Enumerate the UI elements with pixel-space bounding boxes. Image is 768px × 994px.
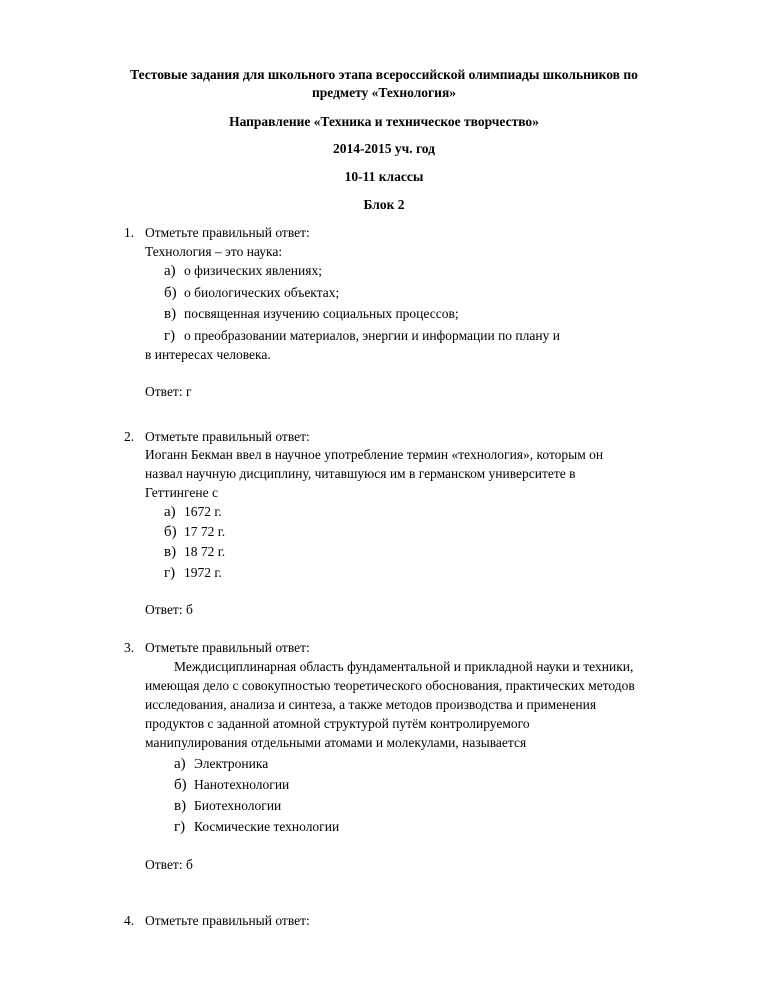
- option-text: посвященная изучению социальных процессов;: [184, 306, 459, 321]
- answer-option: [174, 755, 268, 773]
- answer-key: Ответ: г: [145, 384, 192, 399]
- question-prompt: Отметьте правильный ответ:: [145, 225, 310, 240]
- option-letter: г): [164, 565, 176, 581]
- option-letter: а): [164, 504, 176, 520]
- answer-option: [174, 818, 339, 836]
- year-heading: 2014-2015 уч. год: [333, 141, 435, 156]
- option-text: 1672 г.: [184, 504, 222, 519]
- question-number: 4.: [124, 913, 135, 928]
- answer-key: Ответ: б: [145, 857, 193, 872]
- question-text: имеющая дело с совокупностью теоретического обоснования, практических методов: [145, 678, 635, 693]
- option-text: о преобразовании материалов, энергии и информации по плану и: [184, 328, 560, 343]
- answer-option: [164, 262, 322, 280]
- answer-option: [164, 327, 560, 345]
- option-text: о биологических объектах;: [184, 285, 340, 300]
- question-number: 3.: [124, 640, 135, 655]
- option-letter: в): [164, 544, 177, 560]
- option-text: 18 72 г.: [184, 544, 226, 559]
- grades-heading: 10-11 классы: [344, 169, 424, 184]
- question-number: 2.: [124, 429, 135, 444]
- question-prompt: Отметьте правильный ответ:: [145, 429, 310, 444]
- question-prompt: Отметьте правильный ответ:: [145, 913, 310, 928]
- option-text: 17 72 г.: [184, 524, 226, 539]
- option-text: Нанотехнологии: [194, 777, 290, 792]
- answer-option: [164, 503, 222, 521]
- answer-option: [174, 776, 289, 794]
- option-letter: б): [174, 777, 187, 793]
- question-text: Междисциплинарная область фундаментальной и прикладной науки и техники,: [174, 659, 634, 674]
- answer-option: [174, 797, 281, 815]
- direction-heading: Направление «Техника и техническое творчество»: [229, 114, 539, 129]
- option-text: Биотехнологии: [194, 798, 282, 813]
- title-line-2: предмету «Технология»: [311, 85, 457, 100]
- option-letter: в): [164, 306, 177, 322]
- option-letter: в): [174, 798, 187, 814]
- question-prompt: Отметьте правильный ответ:: [145, 640, 310, 655]
- answer-option: [164, 284, 339, 302]
- question-text: продуктов с заданной атомной структурой путём контролируемого: [145, 716, 530, 731]
- answer-option: [164, 305, 459, 323]
- option-text: Электроника: [194, 756, 269, 771]
- answer-option: [164, 523, 225, 541]
- option-letter: б): [164, 524, 177, 540]
- option-letter: а): [164, 263, 176, 279]
- question-text: Геттингене с: [145, 485, 218, 500]
- option-letter: б): [164, 285, 177, 301]
- question-text: Технология – это наука:: [145, 244, 283, 259]
- option-continuation: в интересах человека.: [145, 347, 271, 362]
- question-text: исследования, анализа и синтеза, а также методов производства и применения: [145, 697, 597, 712]
- option-text: 1972 г.: [184, 565, 222, 580]
- answer-option: [164, 564, 222, 582]
- question-number: 1.: [124, 225, 135, 240]
- question-text: манипулирования отдельными атомами и молекулами, называется: [145, 735, 527, 750]
- answer-option: [164, 543, 225, 561]
- question-text: назвал научную дисциплину, читавшуюся им в германском университете в: [145, 466, 576, 481]
- document-title: [0, 66, 768, 102]
- option-letter: а): [174, 756, 186, 772]
- question-text: Иоганн Бекман ввел в научное употребление термин «технология», которым он: [145, 447, 604, 462]
- option-text: Космические технологии: [194, 819, 340, 834]
- answer-key: Ответ: б: [145, 602, 193, 617]
- title-line-1: Тестовые задания для школьного этапа всероссийской олимпиады школьников по: [130, 67, 638, 82]
- option-letter: г): [164, 328, 176, 344]
- option-letter: г): [174, 819, 186, 835]
- option-text: о физических явлениях;: [184, 263, 322, 278]
- block-heading: Блок 2: [363, 197, 405, 212]
